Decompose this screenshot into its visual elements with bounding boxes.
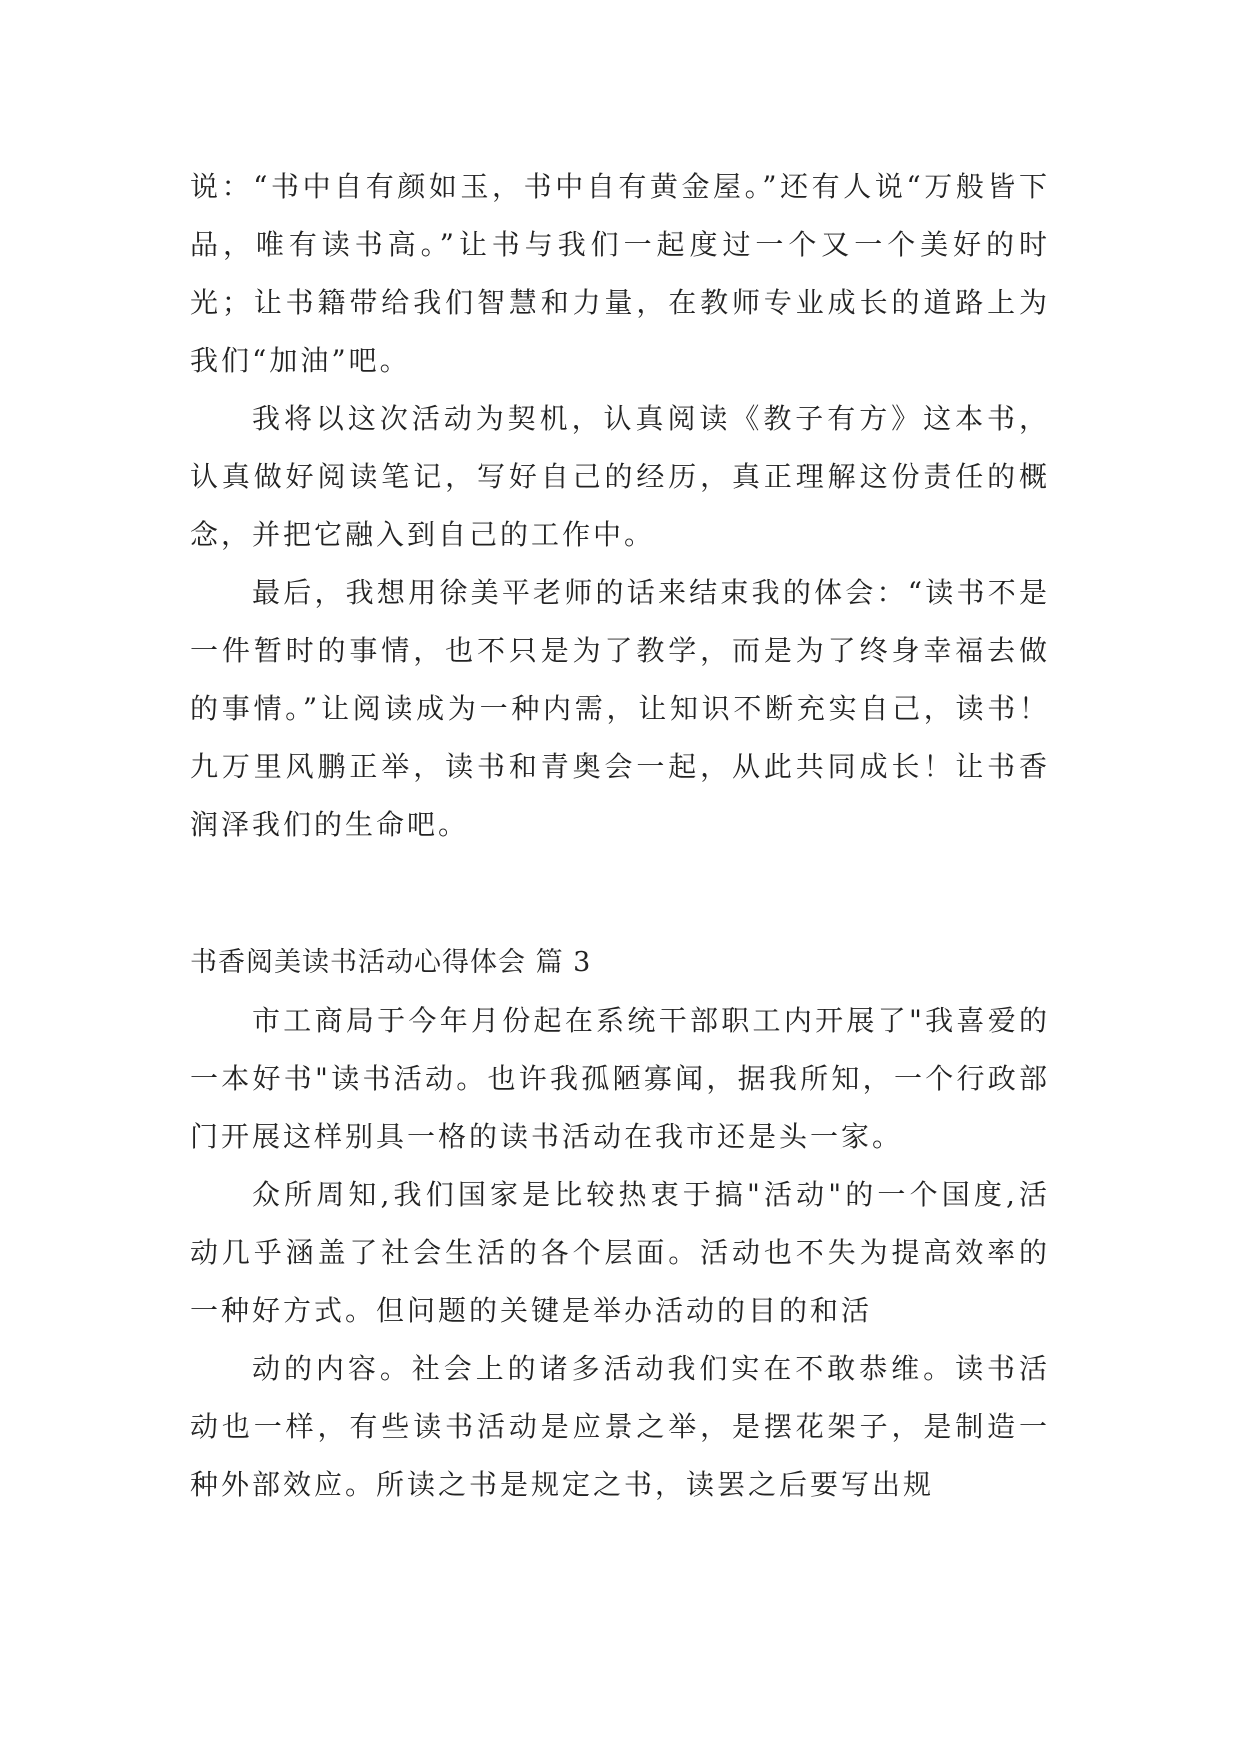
section-heading: 书香阅美读书活动心得体会 篇 3 [190, 947, 592, 978]
paragraph-conclusion: 最后，我想用徐美平老师的话来结束我的体会：“读书不是一件暂时的事情，也不只是为了教学，而是为了终身幸福去做的事情。”让阅读成为一种内需，让知识不断充实自己，读书！九万里风鹏正举，读书和青奥会一起，从此共同成长！让书香润泽我们的生命吧。 [190, 576, 1050, 841]
paragraph-activity-intro: 市工商局于今年月份起在系统干部职工内开展了"我喜爱的一本好书"读书活动。也许我孤陋寡闻，据我所知，一个行政部门开展这样别具一格的读书活动在我市还是头一家。 [190, 1004, 1050, 1153]
paragraph-activity-content: 动的内容。社会上的诸多活动我们实在不敢恭维。读书活动也一样，有些读书活动是应景之举，是摆花架子，是制造一种外部效应。所读之书是规定之书，读罢之后要写出规 [190, 1352, 1050, 1501]
paragraph-reading-plan: 我将以这次活动为契机，认真阅读《教子有方》这本书，认真做好阅读笔记，写好自己的经历，真正理解这份责任的概念，并把它融入到自己的工作中。 [190, 402, 1050, 551]
paragraph-activity-purpose: 众所周知,我们国家是比较热衷于搞"活动"的一个国度,活动几乎涵盖了社会生活的各个层面。活动也不失为提高效率的一种好方式。但问题的关键是举办活动的目的和活 [190, 1178, 1050, 1327]
document-body [190, 158, 1050, 1514]
paragraph-continued-quote: 说：“书中自有颜如玉，书中自有黄金屋。”还有人说“万般皆下品，唯有读书高。”让书与我们一起度过一个又一个美好的时光；让书籍带给我们智慧和力量，在教师专业成长的道路上为我们“加油”吧。 [190, 170, 1050, 377]
